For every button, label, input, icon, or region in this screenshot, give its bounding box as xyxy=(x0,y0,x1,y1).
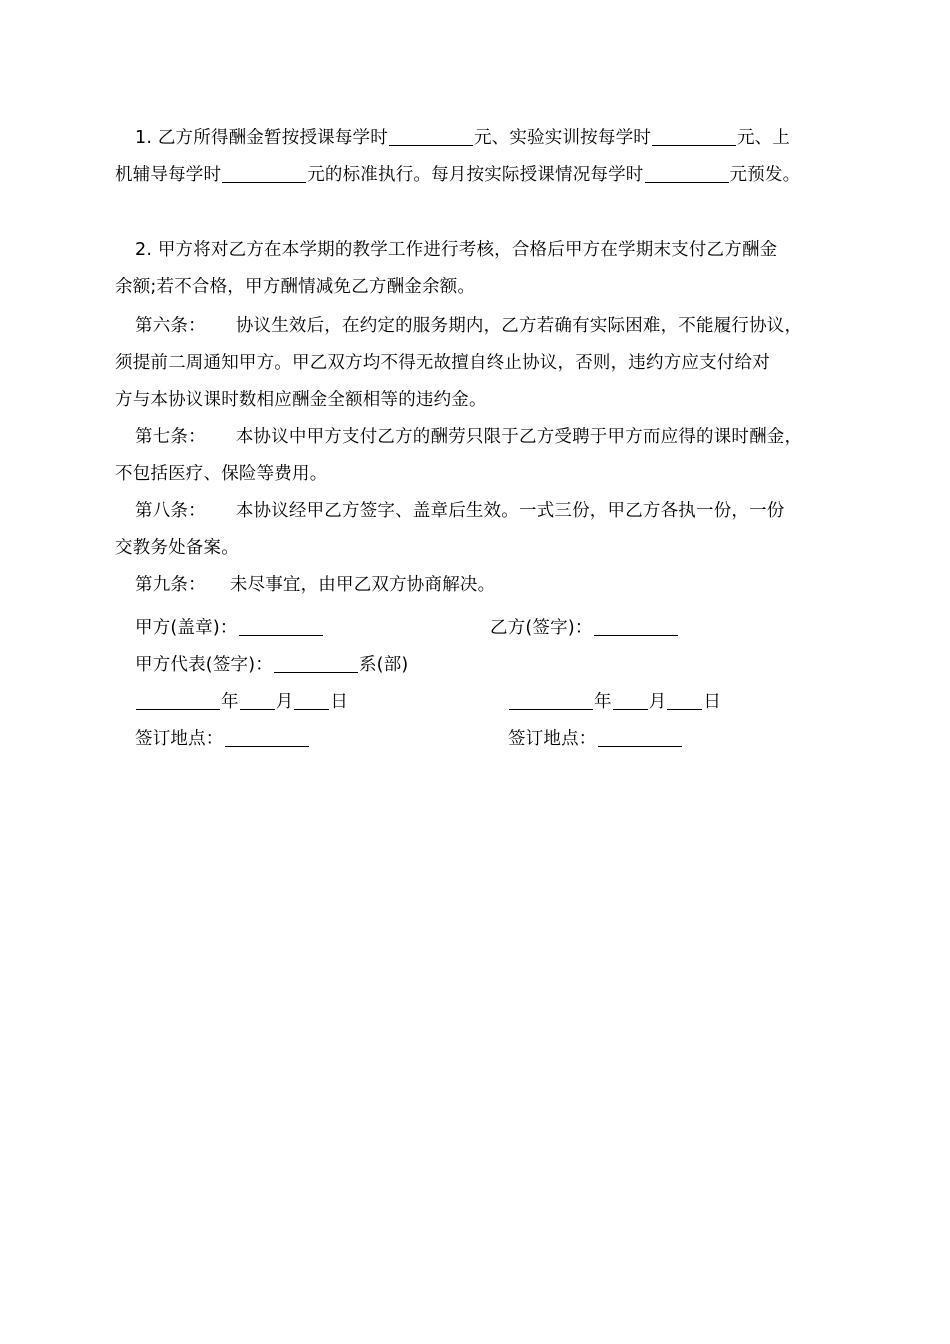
clause6-label: 第六条： xyxy=(135,316,206,336)
party-a-rep-label: 甲方代表(签字)： xyxy=(135,655,273,675)
place-label: 签订地点： xyxy=(135,729,224,749)
clause9 xyxy=(115,567,850,604)
item1-text-e: 元的标准执行。每月按实际授课情况每学时 xyxy=(307,165,644,185)
clause7-line1 xyxy=(115,419,850,456)
item1-text-c: 元、上 xyxy=(736,128,791,148)
clause6-line3: 方与本协议课时数相应酬金全额相等的违约金。 xyxy=(115,390,487,410)
party-b-sign-label: 乙方(签字)： xyxy=(490,618,593,638)
clause7-label: 第七条： xyxy=(135,427,206,447)
party-a-rep-field xyxy=(135,651,408,676)
item1-text-a: 1. 乙方所得酬金暂按授课每学时 xyxy=(135,128,388,148)
item1-text-f: 元预发。 xyxy=(729,165,801,185)
rate-computer-blank xyxy=(222,181,306,183)
month-label: 月 xyxy=(275,692,294,712)
party-a-month-blank xyxy=(240,708,275,710)
month-label: 月 xyxy=(648,692,667,712)
party-b-day-blank xyxy=(667,708,702,710)
party-a-place-field xyxy=(135,725,310,750)
item1-line1 xyxy=(115,120,850,157)
department-label: 系(部) xyxy=(358,655,409,675)
rate-prepay-blank xyxy=(645,181,729,183)
party-a-day-blank xyxy=(294,708,329,710)
party-b-sign-field xyxy=(490,614,679,639)
clause8-label: 第八条： xyxy=(135,501,206,521)
rate-lab-blank xyxy=(652,144,736,146)
clause7-text1: 本协议中甲方支付乙方的酬劳只限于乙方受聘于甲方而应得的课时酬金， xyxy=(235,427,803,447)
day-label: 日 xyxy=(703,692,722,712)
clause5-item2 xyxy=(115,232,850,306)
item1-line2 xyxy=(115,157,850,194)
party-a-rep-blank xyxy=(274,671,358,673)
party-b-year-blank xyxy=(509,708,593,710)
year-label: 年 xyxy=(594,692,612,712)
party-b-place-field xyxy=(508,725,683,750)
clause6 xyxy=(115,308,850,419)
party-a-seal-label: 甲方(盖章)： xyxy=(135,618,238,638)
item2-line2: 余额;若不合格，甲方酬情减免乙方酬金余额。 xyxy=(115,277,476,297)
year-label: 年 xyxy=(221,692,239,712)
clause8-text1: 本协议经甲乙方签字、盖章后生效。一式三份，甲乙方各执一份，一份 xyxy=(235,501,785,521)
clause6-line2: 须提前二周通知甲方。甲乙双方均不得无故擅自终止协议，否则，违约方应支付给对 xyxy=(115,353,770,373)
clause7 xyxy=(115,419,850,493)
clause9-line1 xyxy=(115,567,850,604)
clause8 xyxy=(115,493,850,567)
item1-text-b: 元、实验实训按每学时 xyxy=(473,128,651,148)
clause9-label: 第九条： xyxy=(135,575,206,595)
clause7-line2: 不包括医疗、保险等费用。 xyxy=(115,464,328,484)
clause6-line1 xyxy=(115,308,850,345)
party-a-seal-field xyxy=(135,614,324,639)
item2-line1: 2. 甲方将对乙方在本学期的教学工作进行考核，合格后甲方在学期末支付乙方酬金 xyxy=(135,240,778,260)
clause6-text1: 协议生效后，在约定的服务期内，乙方若确有实际困难，不能履行协议， xyxy=(235,316,803,336)
party-a-seal-blank xyxy=(239,634,323,636)
party-a-place-blank xyxy=(225,745,309,747)
party-a-year-blank xyxy=(136,708,220,710)
clause8-line1 xyxy=(115,493,850,530)
item1-text-d: 机辅导每学时 xyxy=(115,165,222,185)
party-b-date-field xyxy=(508,688,721,713)
party-b-sign-blank xyxy=(594,634,678,636)
clause9-text1: 未尽事宜，由甲乙双方协商解决。 xyxy=(229,575,496,595)
party-b-place-blank xyxy=(598,745,682,747)
clause8-line2: 交教务处备案。 xyxy=(115,538,239,558)
day-label: 日 xyxy=(330,692,349,712)
party-a-date-field xyxy=(135,688,348,713)
party-b-month-blank xyxy=(613,708,648,710)
clause5-item1 xyxy=(115,120,850,194)
rate-lecture-blank xyxy=(389,144,473,146)
place-label: 签订地点： xyxy=(508,729,597,749)
